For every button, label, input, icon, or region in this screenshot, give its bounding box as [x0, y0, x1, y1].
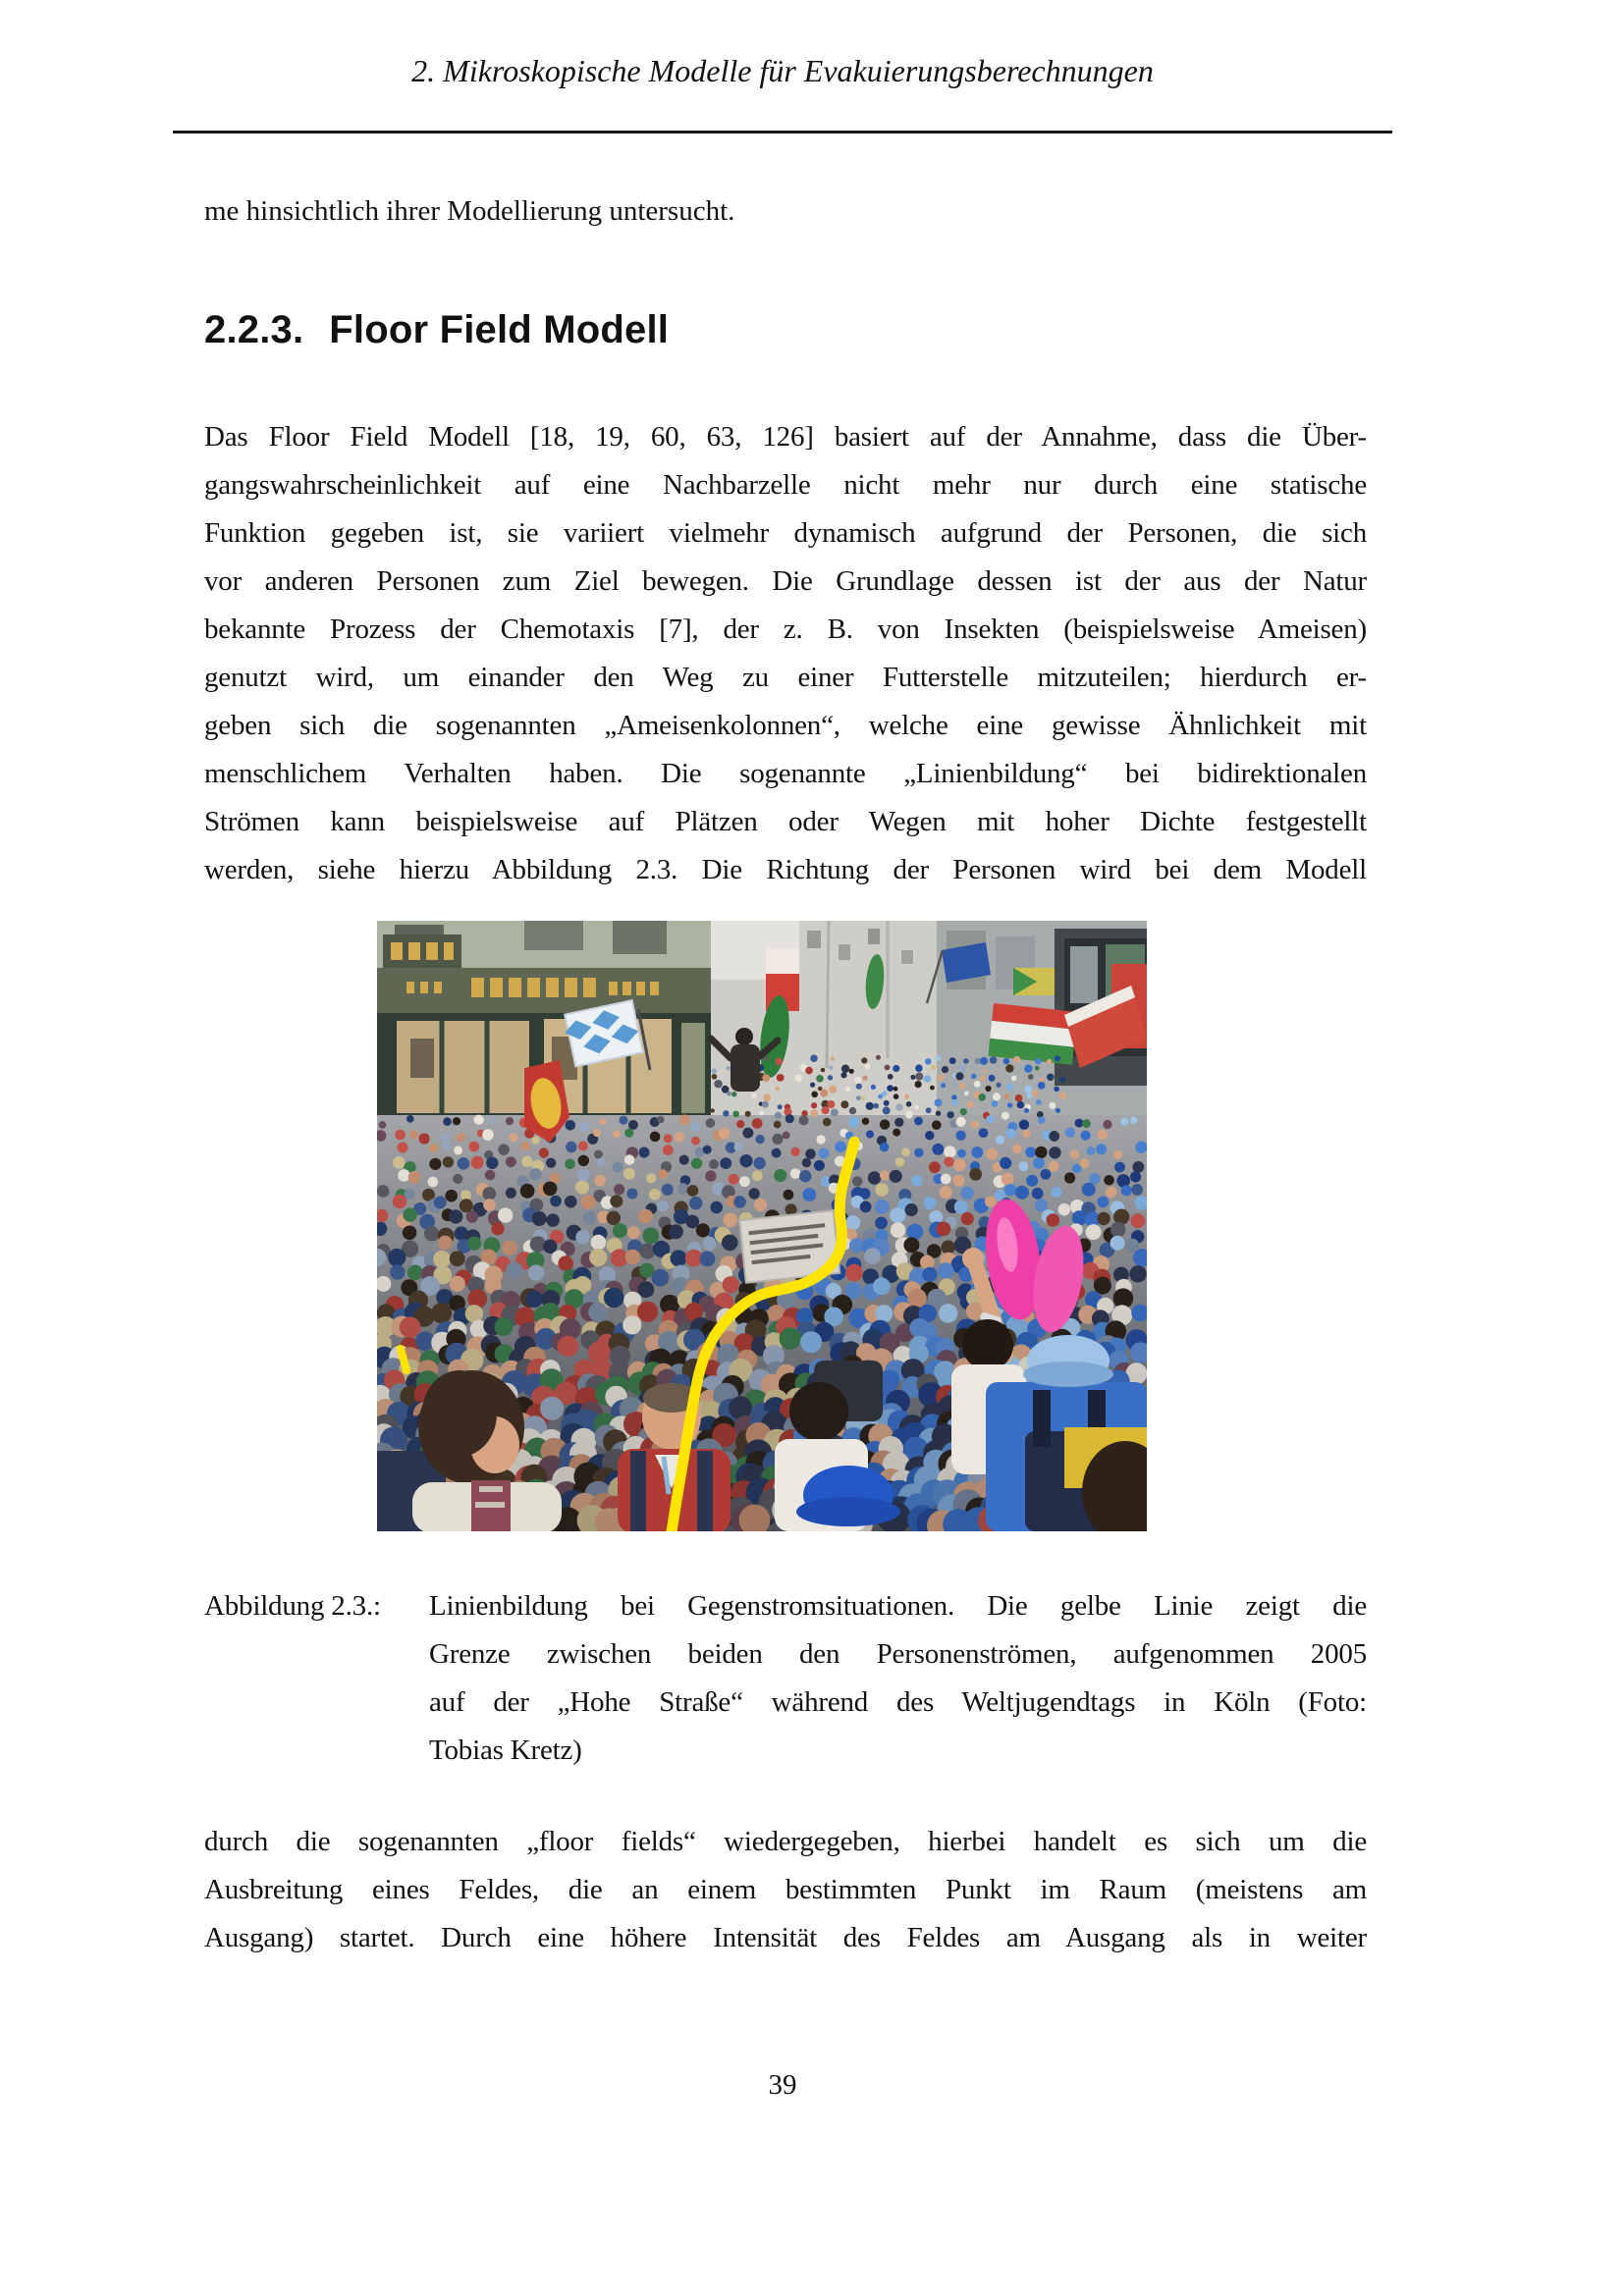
figure-photo [377, 921, 1147, 1531]
text-line: menschlichem Verhalten haben. Die sogenannte „Linienbildung“ bei bidirektionalen [204, 758, 1367, 789]
text-line: Ausgang) startet. Durch eine höhere Intensität des Feldes am Ausgang als in weiter [204, 1922, 1367, 1953]
text-line: Das Floor Field Modell [18, 19, 60, 63, 126] basiert auf der Annahme, dass die Über- [204, 421, 1367, 453]
text-line: Ausbreitung eines Feldes, die an einem bestimmten Punkt im Raum (meistens am [204, 1874, 1367, 1905]
text-line: genutzt wird, um einander den Weg zu einer Futterstelle mitzuteilen; hierdurch er- [204, 662, 1367, 693]
section-title: Floor Field Modell [329, 308, 670, 351]
paragraph-carryover-line: me hinsichtlich ihrer Modellierung untersucht. [204, 195, 735, 227]
tricolor-flag [988, 1003, 1077, 1065]
text-line: durch die sogenannten „floor fields“ wiedergegeben, hierbei handelt es sich um die [204, 1826, 1367, 1857]
figure-caption [204, 1582, 1367, 1775]
caption-label: Abbildung 2.3.: [204, 1590, 381, 1622]
header-rule [173, 131, 1392, 133]
text-line: geben sich die sogenannten „Ameisenkolonnen“, welche eine gewisse Ähnlichkeit mit [204, 710, 1367, 741]
caption-line: Grenze zwischen beiden den Personenströmen, aufgenommen 2005 [429, 1638, 1367, 1670]
section-heading [204, 308, 669, 352]
paragraph-1 [204, 413, 1367, 894]
running-header: 2. Mikroskopische Modelle für Evakuierungsberechnungen [411, 53, 1154, 88]
page-number: 39 [768, 2069, 797, 2101]
text-line: Strömen kann beispielsweise auf Plätzen oder Wegen mit hoher Dichte festgestellt [204, 806, 1367, 837]
section-number: 2.2.3. [204, 308, 304, 351]
caption-line: Tobias Kretz) [429, 1735, 582, 1766]
text-line: vor anderen Personen zum Ziel bewegen. Die Grundlage dessen ist der aus der Natur [204, 565, 1367, 597]
paragraph-2 [204, 1818, 1367, 1962]
text-line: Funktion gegeben ist, sie variiert vielmehr dynamisch aufgrund der Personen, die sich [204, 517, 1367, 549]
figure-2-3 [377, 921, 1147, 1531]
text-line: bekannte Prozess der Chemotaxis [7], der z. B. von Insekten (beispielsweise Ameisen) [204, 614, 1367, 645]
caption-line: auf der „Hohe Straße“ während des Weltjugendtags in Köln (Foto: [429, 1686, 1367, 1718]
text-line: gangswahrscheinlichkeit auf eine Nachbarzelle nicht mehr nur durch eine statische [204, 469, 1367, 501]
caption-line: Linienbildung bei Gegenstromsituationen. Die gelbe Linie zeigt die [429, 1590, 1367, 1622]
text-line: werden, siehe hierzu Abbildung 2.3. Die Richtung der Personen wird bei dem Modell [204, 854, 1367, 885]
